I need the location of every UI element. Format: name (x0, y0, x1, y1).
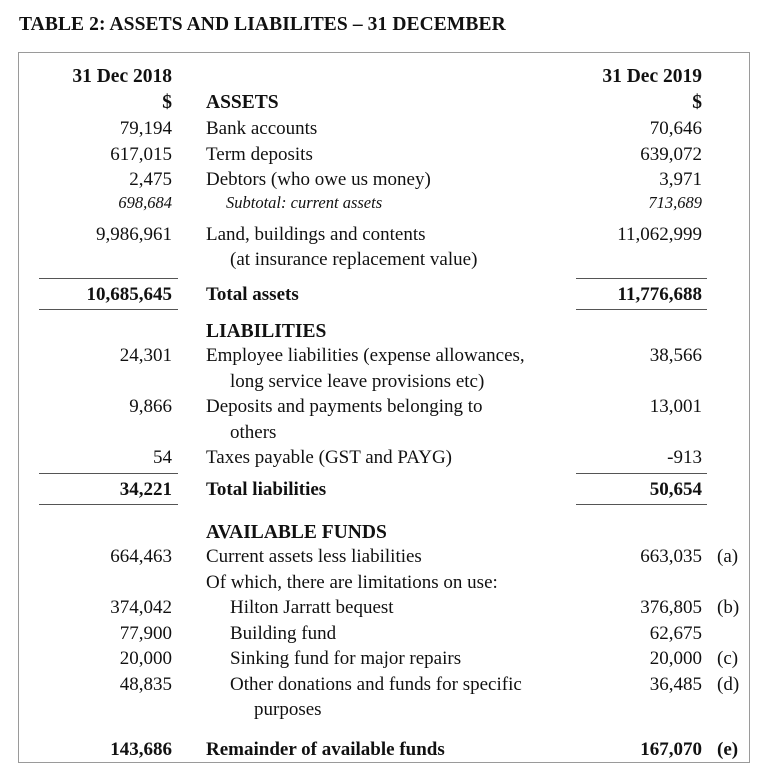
column-header-2018: 31 Dec 2018 (72, 66, 172, 87)
footnote-marker: (c) (717, 648, 739, 669)
row-label: Current assets less liabilities (206, 546, 422, 567)
value-2019: 62,675 (649, 622, 702, 644)
row-label: Other donations and funds for specific (230, 673, 522, 695)
row-label: Total liabilities (206, 478, 327, 500)
table-row (19, 672, 749, 723)
footnote-marker: (e) (717, 738, 739, 760)
row-gap (19, 723, 749, 737)
value-2018: 698,684 (118, 192, 172, 212)
table-row (19, 343, 749, 394)
value-2019: 36,485 (649, 673, 702, 695)
row-label: Remainder of available funds (206, 738, 445, 760)
value-2018: 20,000 (119, 648, 172, 669)
value-2018: 10,685,645 (19, 282, 182, 308)
table-header-row (19, 64, 749, 90)
table-row (19, 595, 749, 621)
value-2018: 664,463 (110, 546, 172, 567)
table-row (19, 222, 749, 273)
value-2019: 639,072 (640, 143, 702, 165)
row-label: Debtors (who owe us money) (206, 169, 431, 190)
row-label-continuation: purposes (254, 699, 322, 720)
row-label-group (182, 672, 562, 723)
subtotal-row (19, 193, 749, 213)
table-row (19, 445, 749, 471)
row-label: Bank accounts (206, 118, 318, 139)
financial-table (18, 52, 750, 763)
value-2019: 713,689 (648, 192, 702, 212)
row-label: Building fund (230, 622, 337, 644)
currency-row (19, 90, 749, 116)
value-2018: 34,221 (19, 477, 182, 503)
row-gap (19, 213, 749, 222)
row-label-continuation: (at insurance replacement value) (230, 249, 478, 270)
row-label: Of which, there are limitations on use: (206, 571, 498, 593)
row-label: Deposits and payments belonging to (206, 396, 483, 417)
value-2018: 9,986,961 (96, 223, 172, 245)
value-2018: 374,042 (110, 597, 172, 618)
remainder-row (19, 737, 749, 763)
value-2018: 143,686 (110, 738, 172, 760)
table-row (19, 646, 749, 672)
row-label-continuation: others (230, 421, 277, 443)
row-label: Total assets (206, 283, 299, 305)
value-2019: 11,776,688 (562, 282, 717, 308)
section-heading-assets: ASSETS (206, 92, 279, 113)
value-2019: -913 (667, 447, 702, 468)
value-2019: 376,805 (640, 597, 702, 618)
value-2018: 48,835 (119, 673, 172, 695)
liabilities-heading-row (19, 321, 749, 343)
row-label: Term deposits (206, 143, 313, 165)
table-row (19, 116, 749, 142)
available-funds-heading-row (19, 522, 749, 544)
value-2019: 70,646 (649, 118, 702, 139)
currency-symbol-2019: $ (692, 92, 702, 113)
currency-symbol-2018: $ (162, 92, 172, 113)
total-assets-row (19, 282, 749, 308)
section-heading-liabilities: LIABILITIES (206, 321, 327, 342)
row-label: Sinking fund for major repairs (230, 648, 462, 669)
row-label-continuation: long service leave provisions etc) (230, 370, 485, 392)
table-row (19, 570, 749, 596)
total-liabilities-row (19, 477, 749, 503)
value-2019: 3,971 (659, 169, 702, 190)
row-label: Employee liabilities (expense allowances, (206, 345, 525, 366)
value-2018: 54 (153, 447, 172, 468)
row-label-group (182, 343, 562, 394)
value-2018: 9,866 (129, 396, 172, 417)
table-row (19, 167, 749, 193)
table-row (19, 621, 749, 647)
value-2018: 77,900 (119, 622, 172, 644)
footnote-marker: (a) (717, 546, 739, 567)
row-label: Subtotal: current assets (226, 192, 383, 212)
value-2019: 20,000 (649, 648, 702, 669)
value-2019: 13,001 (649, 396, 702, 417)
footnote-marker: (d) (717, 673, 740, 695)
value-2018: 2,475 (129, 169, 172, 190)
table-row (19, 142, 749, 168)
row-label-group (182, 394, 562, 445)
row-label: Hilton Jarratt bequest (230, 597, 394, 618)
table-row (19, 394, 749, 445)
section-heading-available-funds: AVAILABLE FUNDS (206, 522, 387, 543)
row-label: Taxes payable (GST and PAYG) (206, 447, 452, 468)
value-2018: 24,301 (119, 345, 172, 366)
section-gap (19, 502, 749, 522)
table-row (19, 544, 749, 570)
row-label-group (182, 222, 562, 273)
footnote-marker: (b) (717, 597, 740, 618)
value-2019: 663,035 (640, 546, 702, 567)
value-2018: 617,015 (110, 143, 172, 165)
value-2019: 38,566 (649, 345, 702, 366)
value-2018: 79,194 (119, 118, 172, 139)
column-header-2019: 31 Dec 2019 (602, 66, 702, 87)
page-title: TABLE 2: ASSETS AND LIABILITES – 31 DECEMBER (19, 14, 506, 35)
value-2019: 11,062,999 (617, 223, 702, 245)
value-2019: 50,654 (562, 477, 717, 503)
value-2019: 167,070 (640, 738, 702, 760)
row-label: Land, buildings and contents (206, 223, 426, 245)
